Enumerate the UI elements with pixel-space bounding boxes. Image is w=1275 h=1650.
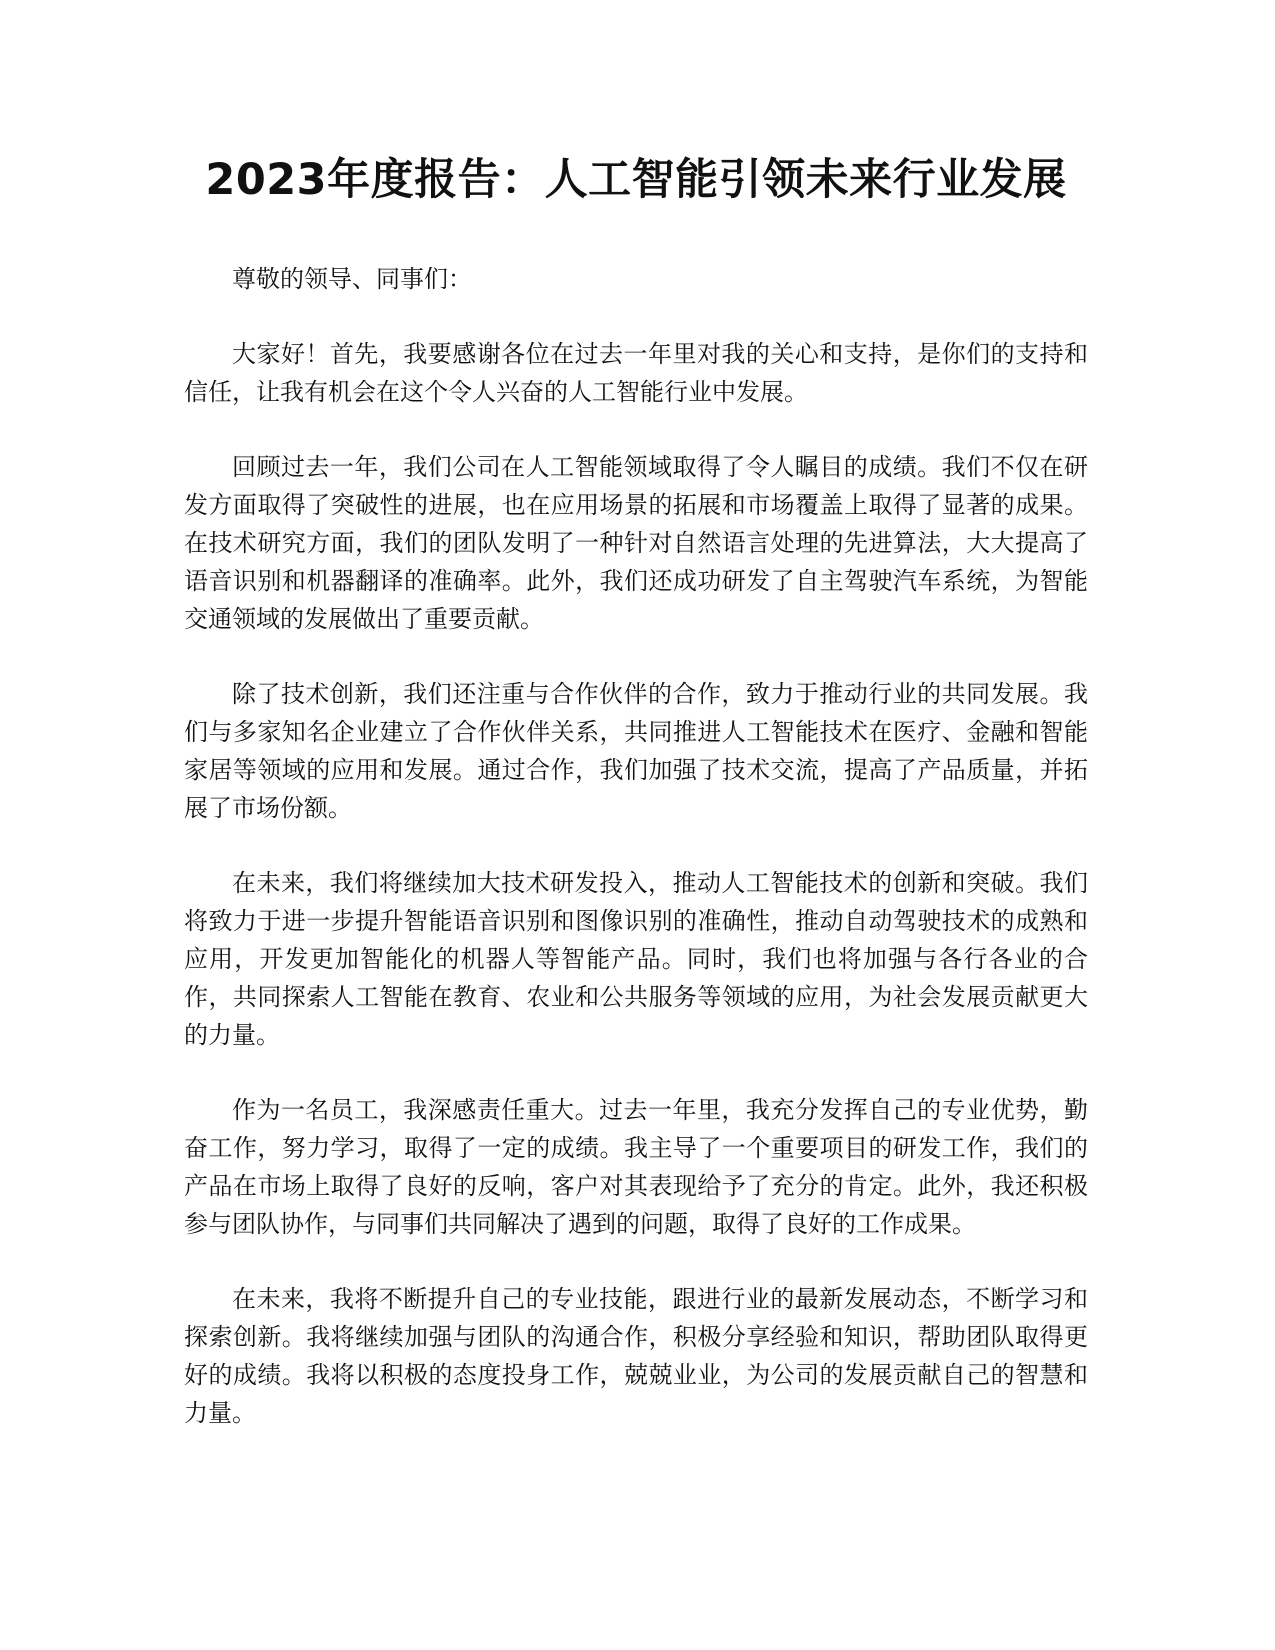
- paragraph-cooperation: 除了技术创新，我们还注重与合作伙伴的合作，致力于推动行业的共同发展。我们与多家知名企业建立了合作伙伴关系，共同推进人工智能技术在医疗、金融和智能家居等领域的应用和发展。通过合作，我们加强了技术交流，提高了产品质量，并拓展了市场份额。: [184, 680, 1088, 822]
- paragraph-review: 回顾过去一年，我们公司在人工智能领域取得了令人瞩目的成绩。我们不仅在研发方面取得了突破性的进展，也在应用场景的拓展和市场覆盖上取得了显著的成果。在技术研究方面，我们的团队发明了一种针对自然语言处理的先进算法，大大提高了语音识别和机器翻译的准确率。此外，我们还成功研发了自主驾驶汽车系统，为智能交通领域的发展做出了重要贡献。: [184, 453, 1088, 633]
- paragraph-greeting: 大家好！首先，我要感谢各位在过去一年里对我的关心和支持，是你们的支持和信任，让我有机会在这个令人兴奋的人工智能行业中发展。: [184, 340, 1088, 406]
- document-page: [184, 150, 1088, 1469]
- paragraph-employee: 作为一名员工，我深感责任重大。过去一年里，我充分发挥自己的专业优势，勤奋工作，努力学习，取得了一定的成绩。我主导了一个重要项目的研发工作，我们的产品在市场上取得了良好的反响，客户对其表现给予了充分的肯定。此外，我还积极参与团队协作，与同事们共同解决了遇到的问题，取得了良好的工作成果。: [184, 1096, 1088, 1238]
- document-title: 2023年度报告：人工智能引领未来行业发展: [205, 155, 1067, 205]
- paragraph-future-personal: 在未来，我将不断提升自己的专业技能，跟进行业的最新发展动态，不断学习和探索创新。我将继续加强与团队的沟通合作，积极分享经验和知识，帮助团队取得更好的成绩。我将以积极的态度投身工作，兢兢业业，为公司的发展贡献自己的智慧和力量。: [184, 1285, 1088, 1427]
- paragraph-future-company: 在未来，我们将继续加大技术研发投入，推动人工智能技术的创新和突破。我们将致力于进一步提升智能语音识别和图像识别的准确性，推动自动驾驶技术的成熟和应用，开发更加智能化的机器人等智能产品。同时，我们也将加强与各行各业的合作，共同探索人工智能在教育、农业和公共服务等领域的应用，为社会发展贡献更大的力量。: [184, 869, 1088, 1049]
- salutation: 尊敬的领导、同事们：: [232, 265, 472, 293]
